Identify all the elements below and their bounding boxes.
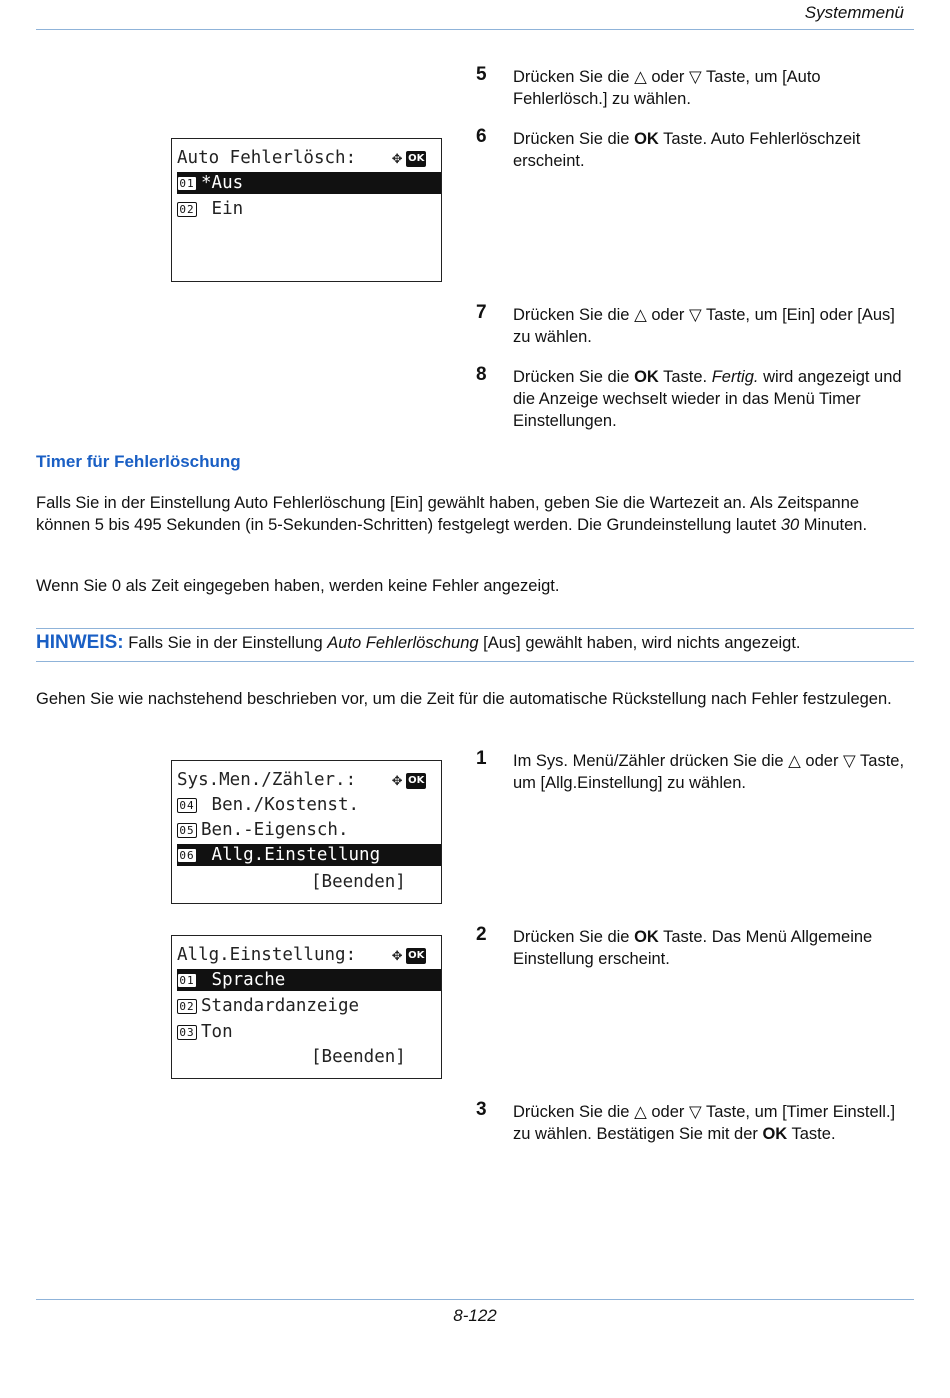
lcd-menu-item-ben-kostenst[interactable]: 04 Ben./Kostenst.	[177, 794, 441, 816]
item-number-badge: 05	[177, 823, 197, 838]
step-number: 3	[476, 1099, 487, 1120]
footer-rule	[36, 1299, 914, 1300]
lcd-panel-allg-einstellung	[171, 935, 442, 1079]
lcd-title: Allg.Einstellung: ✥ OK	[177, 945, 425, 965]
lcd-menu-item-allg-einstellung[interactable]: 06 Allg.Einstellung	[177, 844, 441, 866]
lcd-exit-button[interactable]: [Beenden]	[311, 1047, 406, 1067]
down-triangle-icon: ▽	[688, 306, 702, 324]
ok-key-icon: OK	[406, 151, 426, 167]
lcd-menu-item-standardanzeige[interactable]: 02 Standardanzeige	[177, 995, 441, 1017]
down-triangle-icon: ▽	[843, 752, 856, 770]
header-rule	[36, 29, 914, 30]
item-number-badge: 02	[177, 202, 197, 217]
step-number: 6	[476, 126, 487, 147]
lcd-title: Sys.Men./Zähler.: ✥ OK	[177, 770, 425, 790]
up-triangle-icon: △	[788, 752, 801, 770]
lcd-menu-item-ton[interactable]: 03 Ton	[177, 1021, 441, 1043]
navigation-arrows-icon: ✥	[392, 148, 403, 168]
item-number-badge: 04	[177, 798, 197, 813]
item-number-badge: 01	[177, 973, 197, 988]
step-text: Drücken Sie die OK Taste. Das Menü Allgemeine Einstellung erscheint.	[513, 928, 873, 968]
step-text: Drücken Sie die △ oder ▽ Taste, um [Ein] oder [Aus] zu wählen.	[513, 306, 895, 346]
ok-key-icon: OK	[406, 948, 426, 964]
note-rule-top	[36, 628, 914, 629]
note-rule-bottom	[36, 661, 914, 662]
item-number-badge: 02	[177, 999, 197, 1014]
ok-key-icon: OK	[406, 773, 426, 789]
lcd-panel-auto-fehlerloesch	[171, 138, 442, 282]
navigation-arrows-icon: ✥	[392, 945, 403, 965]
step-number: 1	[476, 748, 487, 769]
step-number: 2	[476, 924, 487, 945]
up-triangle-icon: △	[634, 68, 647, 86]
step-text: Drücken Sie die △ oder ▽ Taste, um [Timer Einstell.] zu wählen. Bestätigen Sie mit der OK Taste.	[513, 1103, 896, 1143]
lcd-menu-item-sprache[interactable]: 01 Sprache	[177, 969, 441, 991]
note-label: HINWEIS:	[36, 632, 124, 653]
procedure-intro: Gehen Sie wie nachstehend beschrieben vor, um die Zeit für die automatische Rückstellung nach Fehler festzulegen.	[36, 690, 892, 708]
step-number: 8	[476, 364, 487, 385]
step-text: Drücken Sie die OK Taste. Fertig. wird angezeigt und die Anzeige wechselt wieder in das Menü Timer Einstellungen.	[513, 368, 902, 430]
lcd-menu-item-ein[interactable]: 02 Ein	[177, 198, 441, 220]
note: HINWEIS: Falls Sie in der Einstellung Auto Fehlerlöschung [Aus] gewählt haben, wird nichts angezeigt.	[36, 632, 801, 653]
section-paragraph-2: Wenn Sie 0 als Zeit eingegeben haben, werden keine Fehler angezeigt.	[36, 577, 560, 595]
up-triangle-icon: △	[634, 306, 647, 324]
down-triangle-icon: ▽	[688, 1103, 702, 1121]
item-number-badge: 03	[177, 1025, 197, 1040]
step-number: 5	[476, 64, 487, 85]
step-text: Drücken Sie die △ oder ▽ Taste, um [Auto Fehlerlösch.] zu wählen.	[513, 68, 821, 108]
up-triangle-icon: △	[634, 1103, 647, 1121]
step-number: 7	[476, 302, 487, 323]
lcd-menu-item-aus[interactable]: 01 *Aus	[177, 172, 441, 194]
lcd-exit-button[interactable]: [Beenden]	[311, 872, 406, 892]
navigation-arrows-icon: ✥	[392, 770, 403, 790]
page-number: 8-122	[453, 1306, 497, 1325]
section-paragraph-1: Falls Sie in der Einstellung Auto Fehlerlöschung [Ein] gewählt haben, geben Sie die Wartezeit an. Als Zeitspanne können 5 bis 495 Sekunden (in 5-Sekunden-Schritten) festgelegt werden. Die Grundeinstellung lautet 30 Minuten.	[36, 494, 868, 534]
step-text: Drücken Sie die OK Taste. Auto Fehlerlöschzeit erscheint.	[513, 130, 861, 170]
step-text: Im Sys. Menü/Zähler drücken Sie die △ oder ▽ Taste, um [Allg.Einstellung] zu wählen.	[513, 752, 905, 792]
header-section-title: Systemmenü	[804, 3, 904, 22]
down-triangle-icon: ▽	[688, 68, 702, 86]
item-number-badge: 06	[177, 848, 197, 863]
lcd-title: Auto Fehlerlösch: ✥ OK	[177, 148, 425, 168]
lcd-panel-sys-men	[171, 760, 442, 904]
item-number-badge: 01	[177, 176, 197, 191]
section-heading: Timer für Fehlerlöschung	[36, 452, 241, 471]
lcd-menu-item-ben-eigensch[interactable]: 05 Ben.-Eigensch.	[177, 819, 441, 841]
